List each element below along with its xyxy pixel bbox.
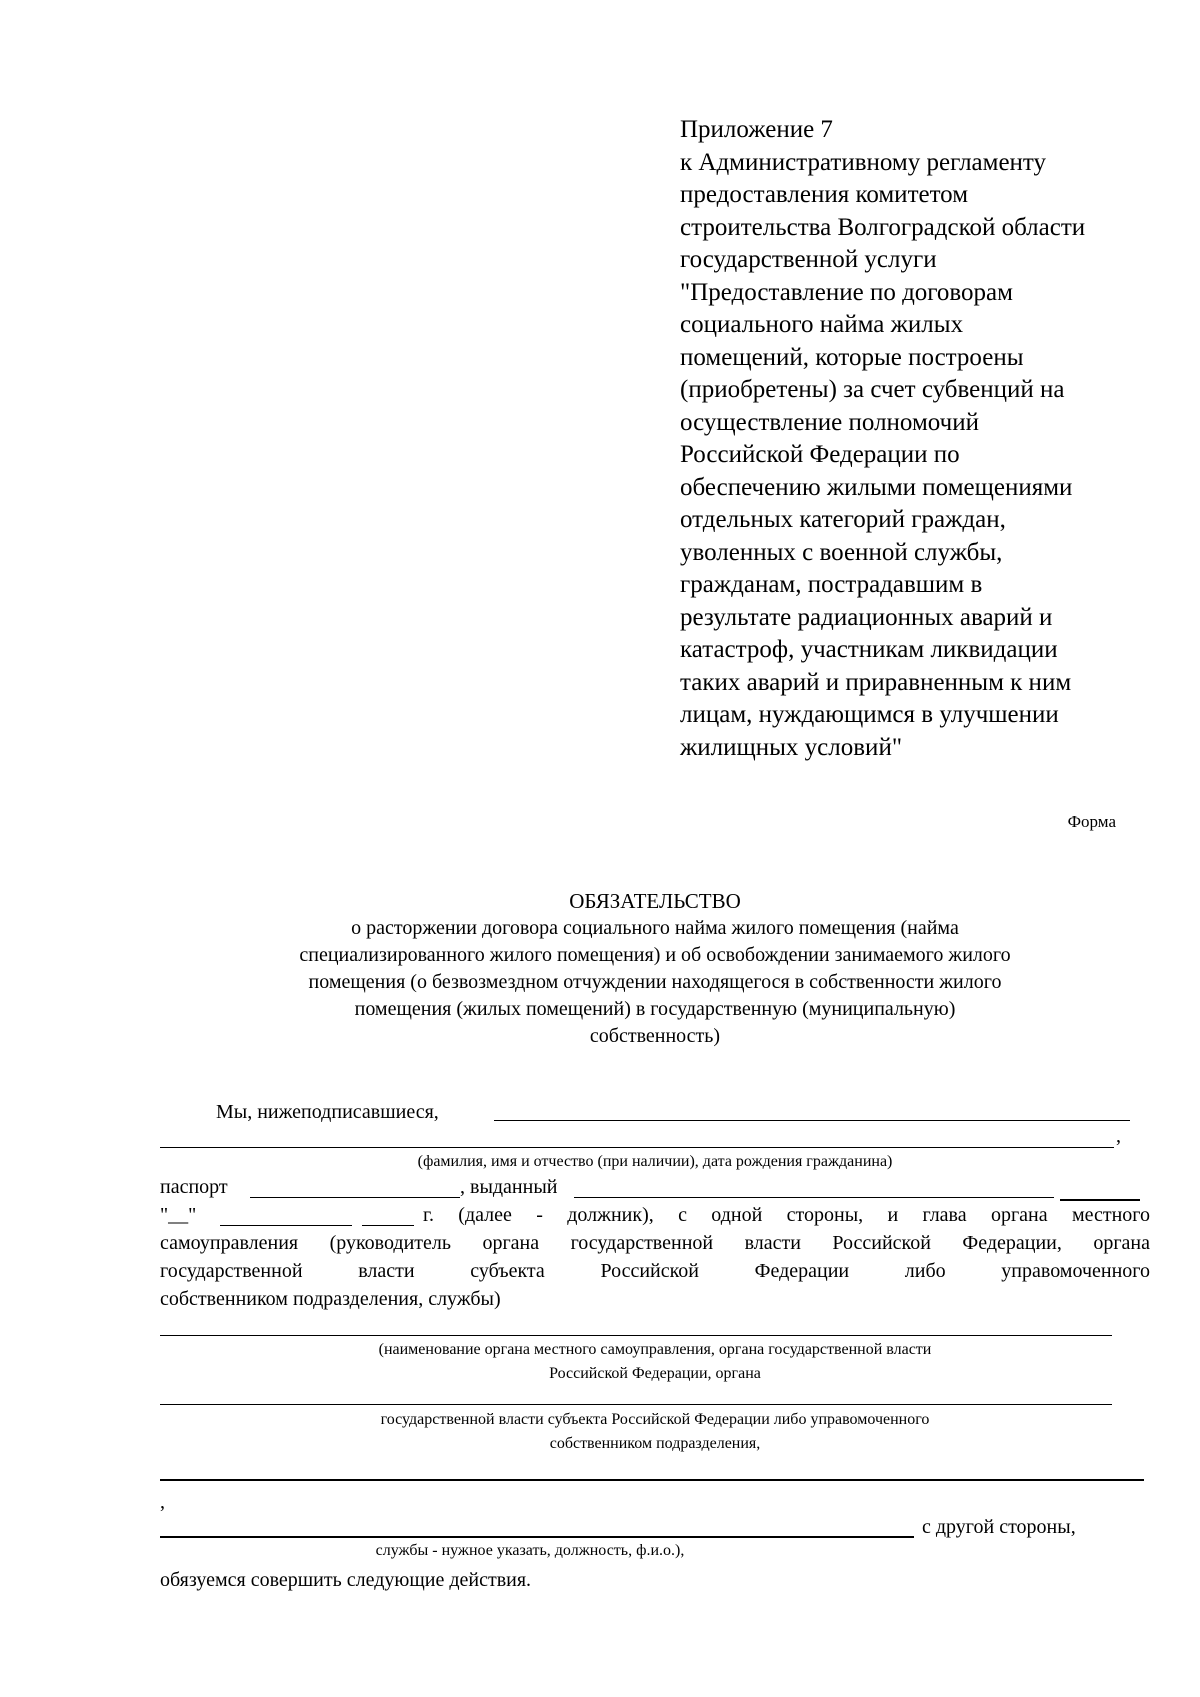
passport-label: паспорт xyxy=(160,1176,228,1198)
date-month-field[interactable] xyxy=(220,1225,352,1226)
appendix-line: осуществление полномочий xyxy=(680,408,979,436)
appendix-line: отдельных категорий граждан, xyxy=(680,506,1006,533)
document-subtitle xyxy=(160,915,1150,1050)
we-signed-label: Мы, нижеподписавшиеся, xyxy=(216,1101,439,1123)
appendix-line: катастроф, участникам ликвидации xyxy=(680,636,1058,663)
other-side-label: с другой стороны, xyxy=(922,1516,1076,1538)
fio-line-2 xyxy=(160,1147,1114,1148)
appendix-line: к Административному регламенту xyxy=(680,148,1047,176)
appendix-line: уволенных с военной службы, xyxy=(680,538,1003,566)
body-line-2: самоуправления (руководитель органа государственной власти Российской Федерации, органа xyxy=(160,1232,1150,1254)
appendix-line: жилищных условий" xyxy=(680,733,903,761)
appendix-block xyxy=(680,114,1160,764)
hint-org-4: собственником подразделения, xyxy=(549,1435,761,1452)
appendix-line: лицам, нуждающимся в улучшении xyxy=(680,701,1059,728)
comma-2: , xyxy=(160,1491,165,1513)
appendix-line: строительства Волгоградской области xyxy=(680,213,1086,241)
appendix-line: Приложение 7 xyxy=(680,116,833,143)
commit-line: обязуемся совершить следующие действия. xyxy=(160,1569,532,1591)
hint-org-1: (наименование органа местного самоуправления, органа государственной власти xyxy=(378,1341,932,1358)
fio-line-1 xyxy=(494,1120,1130,1121)
appendix-line: Российской Федерации по xyxy=(680,441,960,468)
body-line-3: государственной власти субъекта Российской Федерации либо управомоченного xyxy=(160,1260,1150,1282)
date-quote: "__" xyxy=(160,1204,197,1226)
form-label: Форма xyxy=(1067,812,1116,831)
subtitle-line: специализированного жилого помещения) и об освобождении занимаемого жилого xyxy=(299,944,1011,966)
appendix-line: социального найма жилых xyxy=(680,311,964,338)
comma: , xyxy=(1116,1125,1121,1147)
body-line-4: собственником подразделения, службы) xyxy=(160,1288,501,1310)
document-title: ОБЯЗАТЕЛЬСТВО xyxy=(569,889,741,913)
org-line-2[interactable] xyxy=(160,1404,1112,1405)
org-line-3[interactable] xyxy=(160,1479,1144,1481)
date-year-field[interactable] xyxy=(362,1225,414,1226)
service-line[interactable] xyxy=(160,1536,914,1538)
subtitle-line: помещения (жилых помещений) в государственную (муниципальную) xyxy=(354,998,956,1020)
hint-org-2: Российской Федерации, органа xyxy=(549,1365,761,1382)
appendix-line: обеспечению жилыми помещениями xyxy=(680,473,1073,501)
appendix-line: результате радиационных аварий и xyxy=(680,603,1053,631)
passport-number-field[interactable] xyxy=(250,1197,460,1198)
appendix-line: помещений, которые построены xyxy=(680,343,1024,371)
body-line-1: г. (далее - должник), с одной стороны, и глава органа местного xyxy=(423,1204,1150,1226)
appendix-line: "Предоставление по договорам xyxy=(680,278,1013,306)
document-title-block xyxy=(160,888,1150,1050)
subtitle-line: собственность) xyxy=(589,1025,721,1047)
appendix-line: предоставления комитетом xyxy=(680,181,969,208)
org-line-1[interactable] xyxy=(160,1335,1112,1336)
appendix-line: (приобретены) за счет субвенций на xyxy=(680,376,1065,403)
issued-by-field-1[interactable] xyxy=(574,1197,1054,1198)
subtitle-line: помещения (о безвозмездном отчуждении находящегося в собственности жилого xyxy=(308,971,1002,993)
appendix-line: таких аварий и приравненным к ним xyxy=(680,668,1072,696)
appendix-line: государственной услуги xyxy=(680,246,937,273)
appendix-line: гражданам, пострадавшим в xyxy=(680,571,983,598)
issued-label: , выданный xyxy=(460,1176,558,1198)
hint-org-3: государственной власти субъекта Российской Федерации либо управомоченного xyxy=(380,1411,930,1428)
hint-fio: (фамилия, имя и отчество (при наличии), дата рождения гражданина) xyxy=(417,1153,893,1170)
subtitle-line: о расторжении договора социального найма жилого помещения (найма xyxy=(351,917,959,939)
hint-service: службы - нужное указать, должность, ф.и.о.), xyxy=(375,1542,685,1559)
